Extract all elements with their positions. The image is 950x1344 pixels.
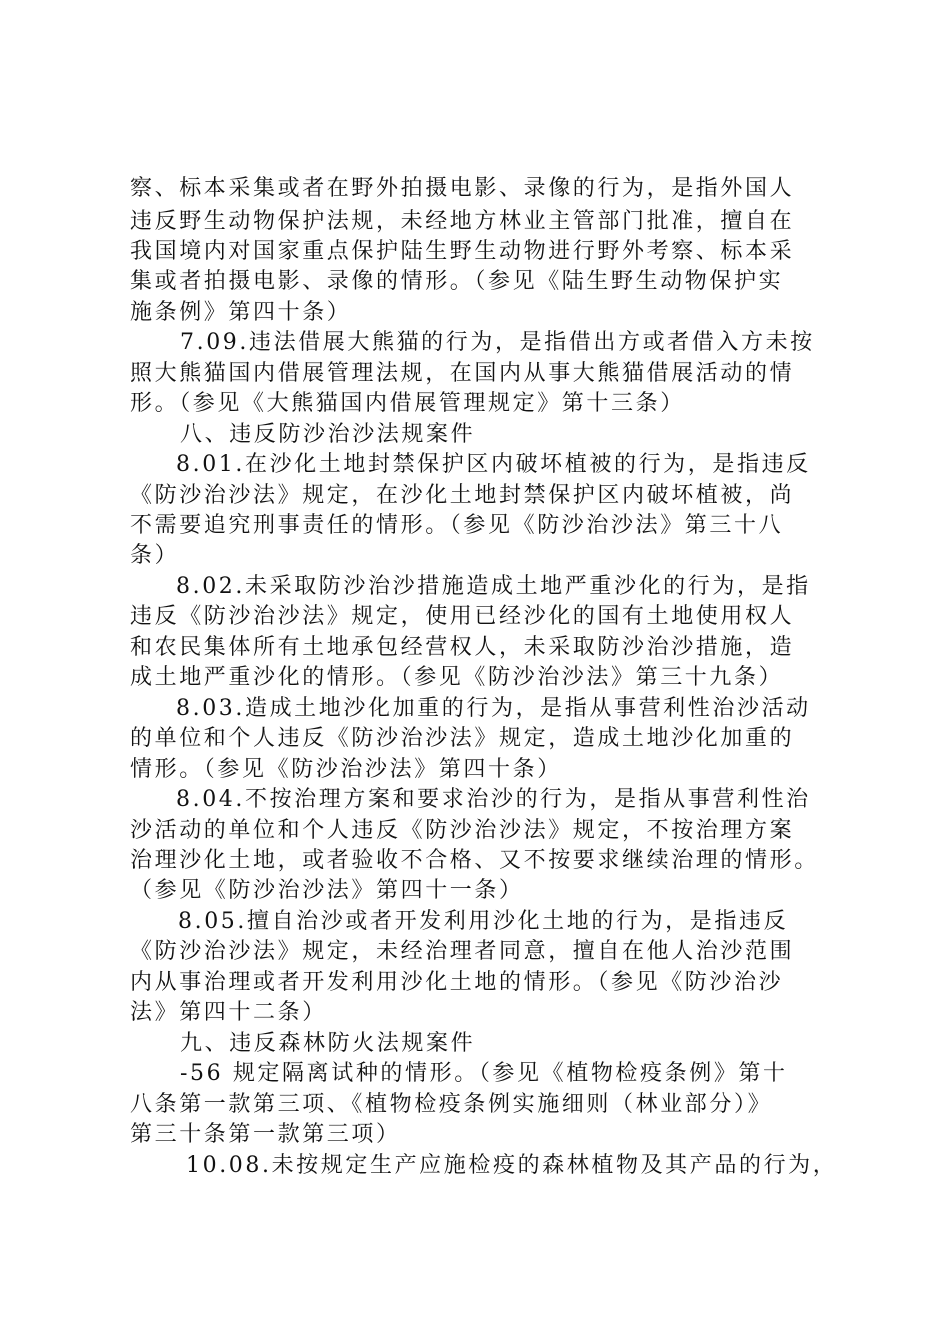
text-line: 和农民集体所有土地承包经营权人，未采取防沙治沙措施，造 <box>130 635 795 660</box>
text-line: 第三十条第一款第三项） <box>130 1122 401 1147</box>
section-item-8-02: 8.02.未采取防沙治沙措施造成土地严重沙化的行为，是指 <box>176 574 811 599</box>
text-line: 不需要追究刑事责任的情形。（参见《防沙治沙法》第三十八 <box>130 513 784 538</box>
text-line: 条） <box>130 543 180 568</box>
text-line: 照大熊猫国内借展管理法规，在国内从事大熊猫借展活动的情 <box>130 361 795 386</box>
text-line: 形。（参见《大熊猫国内借展管理规定》第十三条） <box>130 391 685 416</box>
section-heading-9: 九、违反森林防火法规案件 <box>180 1031 476 1056</box>
text-line: 违反《防沙治沙法》规定，使用已经沙化的国有土地使用权人 <box>130 604 795 629</box>
text-line: 治理沙化土地，或者验收不合格、又不按要求继续治理的情形。 <box>130 848 819 873</box>
section-heading-8: 八、违反防沙治沙法规案件 <box>180 422 476 447</box>
text-line: 沙活动的单位和个人违反《防沙治沙法》规定，不按治理方案 <box>130 818 795 843</box>
section-item-10-08: 10.08.未按规定生产应施检疫的森林植物及其产品的行为， <box>186 1153 838 1178</box>
section-item-8-01: 8.01.在沙化土地封禁保护区内破坏植被的行为，是指违反 <box>176 452 811 477</box>
section-item-8-05: 8.05.擅自治沙或者开发利用沙化土地的行为，是指违反 <box>178 909 789 934</box>
text-line: 八条第一款第三项、《植物检疫条例实施细则（林业部分）》 <box>130 1092 773 1117</box>
text-line: 《防沙治沙法》规定，未经治理者同意，擅自在他人治沙范围 <box>130 939 795 964</box>
text-line: 违反野生动物保护法规，未经地方林业主管部门批准，擅自在 <box>130 209 795 234</box>
text-line: 成土地严重沙化的情形。（参见《防沙治沙法》第三十九条） <box>130 665 784 690</box>
text-line: 集或者拍摄电影、录像的情形。（参见《陆生野生动物保护实 <box>130 269 784 294</box>
text-line: 我国境内对国家重点保护陆生野生动物进行野外考察、标本采 <box>130 239 795 264</box>
text-line: 《防沙治沙法》规定，在沙化土地封禁保护区内破坏植被，尚 <box>130 483 795 508</box>
text-line: 法》第四十二条） <box>130 1000 327 1025</box>
text-line: -56 规定隔离试种的情形。（参见《植物检疫条例》第十 <box>180 1061 788 1086</box>
text-line: 内从事治理或者开发利用沙化土地的情形。（参见《防沙治沙 <box>130 970 784 995</box>
text-line: 施条例》第四十条） <box>130 300 352 325</box>
text-line: 察、标本采集或者在野外拍摄电影、录像的行为，是指外国人 <box>130 176 795 201</box>
section-item-7-09: 7.09.违法借展大熊猫的行为，是指借出方或者借入方未按 <box>180 330 815 355</box>
section-item-8-04: 8.04.不按治理方案和要求治沙的行为，是指从事营利性治 <box>176 787 811 812</box>
section-item-8-03: 8.03.造成土地沙化加重的行为，是指从事营利性治沙活动 <box>176 696 811 721</box>
text-line: 情形。（参见《防沙治沙法》第四十条） <box>130 757 562 782</box>
text-line: （参见《防沙治沙法》第四十一条） <box>130 878 524 903</box>
text-line: 的单位和个人违反《防沙治沙法》规定，造成土地沙化加重的 <box>130 726 795 751</box>
